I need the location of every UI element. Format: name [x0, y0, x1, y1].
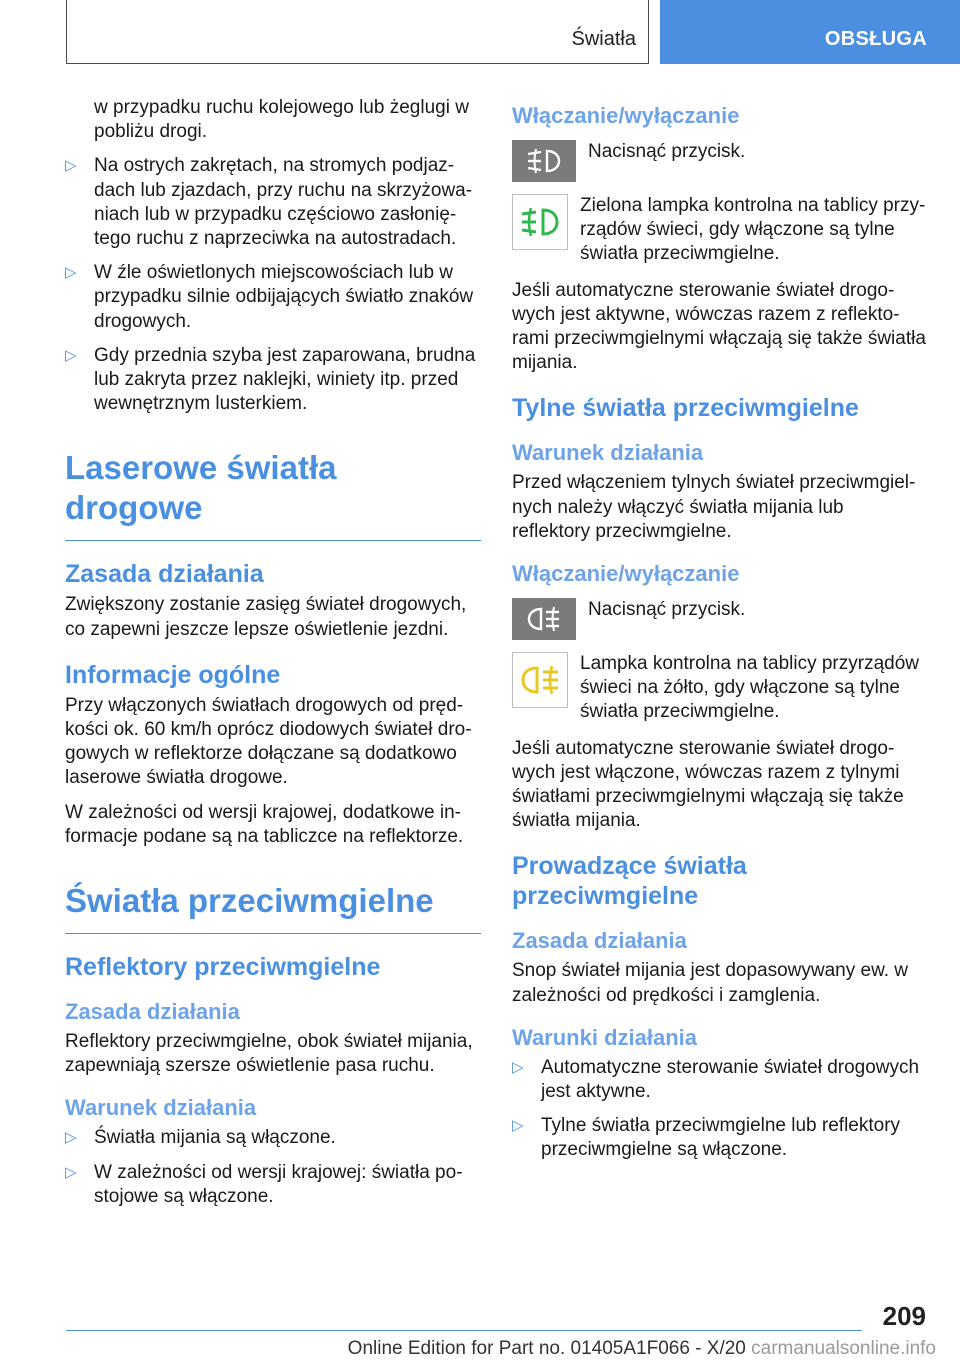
list-item: ▷ Tylne światła przeciwmgielne lub reflektory przeciwmgielne są włączone. [512, 1114, 926, 1162]
header-chapter-title: OBSŁUGA [824, 28, 927, 50]
laser-general-text-2: W zależności od wersji krajowej, dodatkowe informacje podane są na tabliczce na reflektorze. [65, 801, 464, 847]
heading-laser-general: Informacje ogólne [65, 660, 281, 689]
watermark-text: carmanualsonline.info [751, 1338, 936, 1359]
heading-fog-condition: Warunek działania [65, 1095, 257, 1121]
guide-principle-text: Snop świateł mijania jest dopasowywany ew. w zależności od prędkości i zamglenia. [512, 960, 909, 1006]
footer-divider [66, 1330, 862, 1331]
list-item: ▷ Na ostrych zakrętach, na stromych podjazdach lub zjazdach, przy ruchu na skrzyżowaniach lub w przypadku częściowo zasłoniętego ruchu z naprzeciwka na autostradach. [65, 154, 481, 251]
fog-condition-list [65, 1126, 481, 1209]
header-chapter-tab [660, 0, 960, 64]
heading-guide-conditions: Warunki działania [512, 1024, 698, 1050]
laser-general-text-1: Przy włączonych światłach drogowych od prędkości ok. 60 km/h oprócz diodowych świateł drogowych w reflektorze dołączane są dodatkowo laserowe światła drogowe. [65, 694, 472, 789]
heading-rear-fog-switch: Włączanie/wyłączanie [512, 561, 740, 587]
front-indicator-text: Zielona lampka kontrolna na tablicy przyrządów świeci, gdy włączone są tylne światła przeciwmgielne. [580, 195, 926, 265]
heading-guide-principle: Zasada działania [512, 928, 687, 954]
right-column [512, 96, 926, 1173]
front-fog-light-icon [512, 140, 576, 182]
front-fog-button-row [512, 140, 926, 182]
front-fog-indicator-row [512, 194, 926, 267]
list-item: ▷ Światła mijania są włączone. [65, 1126, 481, 1150]
front-fog-indicator-icon [512, 194, 568, 250]
rear-condition-text: Przed włączeniem tylnych świateł przeciwmgielnych należy włączyć światła mijania lub reflektory przeciwmgielne. [512, 472, 916, 542]
page-number: 209 [882, 1301, 926, 1331]
front-press-text: Nacisnąć przycisk. [588, 141, 746, 162]
heading-guide-fog-lights: Prowadzące światła przeciwmgielne [512, 852, 747, 911]
rear-fog-light-icon [512, 598, 576, 640]
header-section-tab [66, 0, 649, 64]
list-item: ▷ Gdy przednia szyba jest zaparowana, brudna lub zakryta przez naklejki, winiety itp. przed wewnętrznym lusterkiem. [65, 344, 481, 417]
heading-front-fog-lights: Reflektory przeciwmgielne [65, 953, 381, 982]
fog-principle-text: Reflektory przeciwmgielne, obok świateł mijania, zapewniają szersze oświetlenie pasa ruchu. [65, 1031, 473, 1077]
heading-rear-fog-lights: Tylne światła przeciwmgielne [512, 394, 859, 423]
heading-rear-condition: Warunek działania [512, 440, 704, 466]
header-section-title: Światła [571, 28, 636, 50]
guide-conditions-list [512, 1056, 926, 1163]
heading-front-fog-switch: Włączanie/wyłączanie [512, 103, 740, 128]
left-column [65, 96, 481, 1219]
rear-fog-indicator-row [512, 652, 926, 725]
conditions-list [65, 154, 481, 416]
list-item: ▷ W zależności od wersji krajowej: światła postojowe są włączone. [65, 1161, 481, 1209]
rear-auto-text: Jeśli automatyczne sterowanie świateł drogowych jest włączone, wówczas razem z tylnymi światłami przeciwmgielnymi włączają się także światła mijania. [512, 737, 904, 832]
heading-fog-principle: Zasada działania [65, 999, 240, 1025]
edition-text: Online Edition for Part no. 01405A1F066 - X/20 [347, 1338, 746, 1359]
laser-principle-text: Zwiększony zostanie zasięg świateł drogowych, co zapewni jeszcze lepsze oświetlenie jezdni. [65, 594, 467, 640]
heading-laser-high-beams: Laserowe światła drogowe [65, 448, 481, 541]
list-item: ▷ Automatyczne sterowanie świateł drogowych jest aktywne. [512, 1056, 926, 1104]
rear-fog-indicator-icon [512, 652, 568, 708]
rear-fog-button-row [512, 598, 926, 640]
continued-bullet-text: w przypadku ruchu kolejowego lub żeglugi w pobliżu drogi. [94, 97, 469, 143]
heading-laser-principle: Zasada działania [65, 560, 264, 589]
footer-edition [0, 1338, 936, 1360]
front-auto-text: Jeśli automatyczne sterowanie świateł drogowych jest aktywne, wówczas razem z reflektorami przeciwmgielnymi włączają się także światła mijania. [512, 279, 926, 374]
list-item: ▷ W źle oświetlonych miejscowościach lub w przypadku silnie odbijających światło znaków drogowych. [65, 261, 481, 334]
rear-indicator-text: Lampka kontrolna na tablicy przyrządów świeci na żółto, gdy włączone są tylne światła przeciwmgielne. [580, 653, 920, 723]
rear-press-text: Nacisnąć przycisk. [588, 599, 746, 621]
heading-fog-lights: Światła przeciwmgielne [65, 881, 481, 934]
